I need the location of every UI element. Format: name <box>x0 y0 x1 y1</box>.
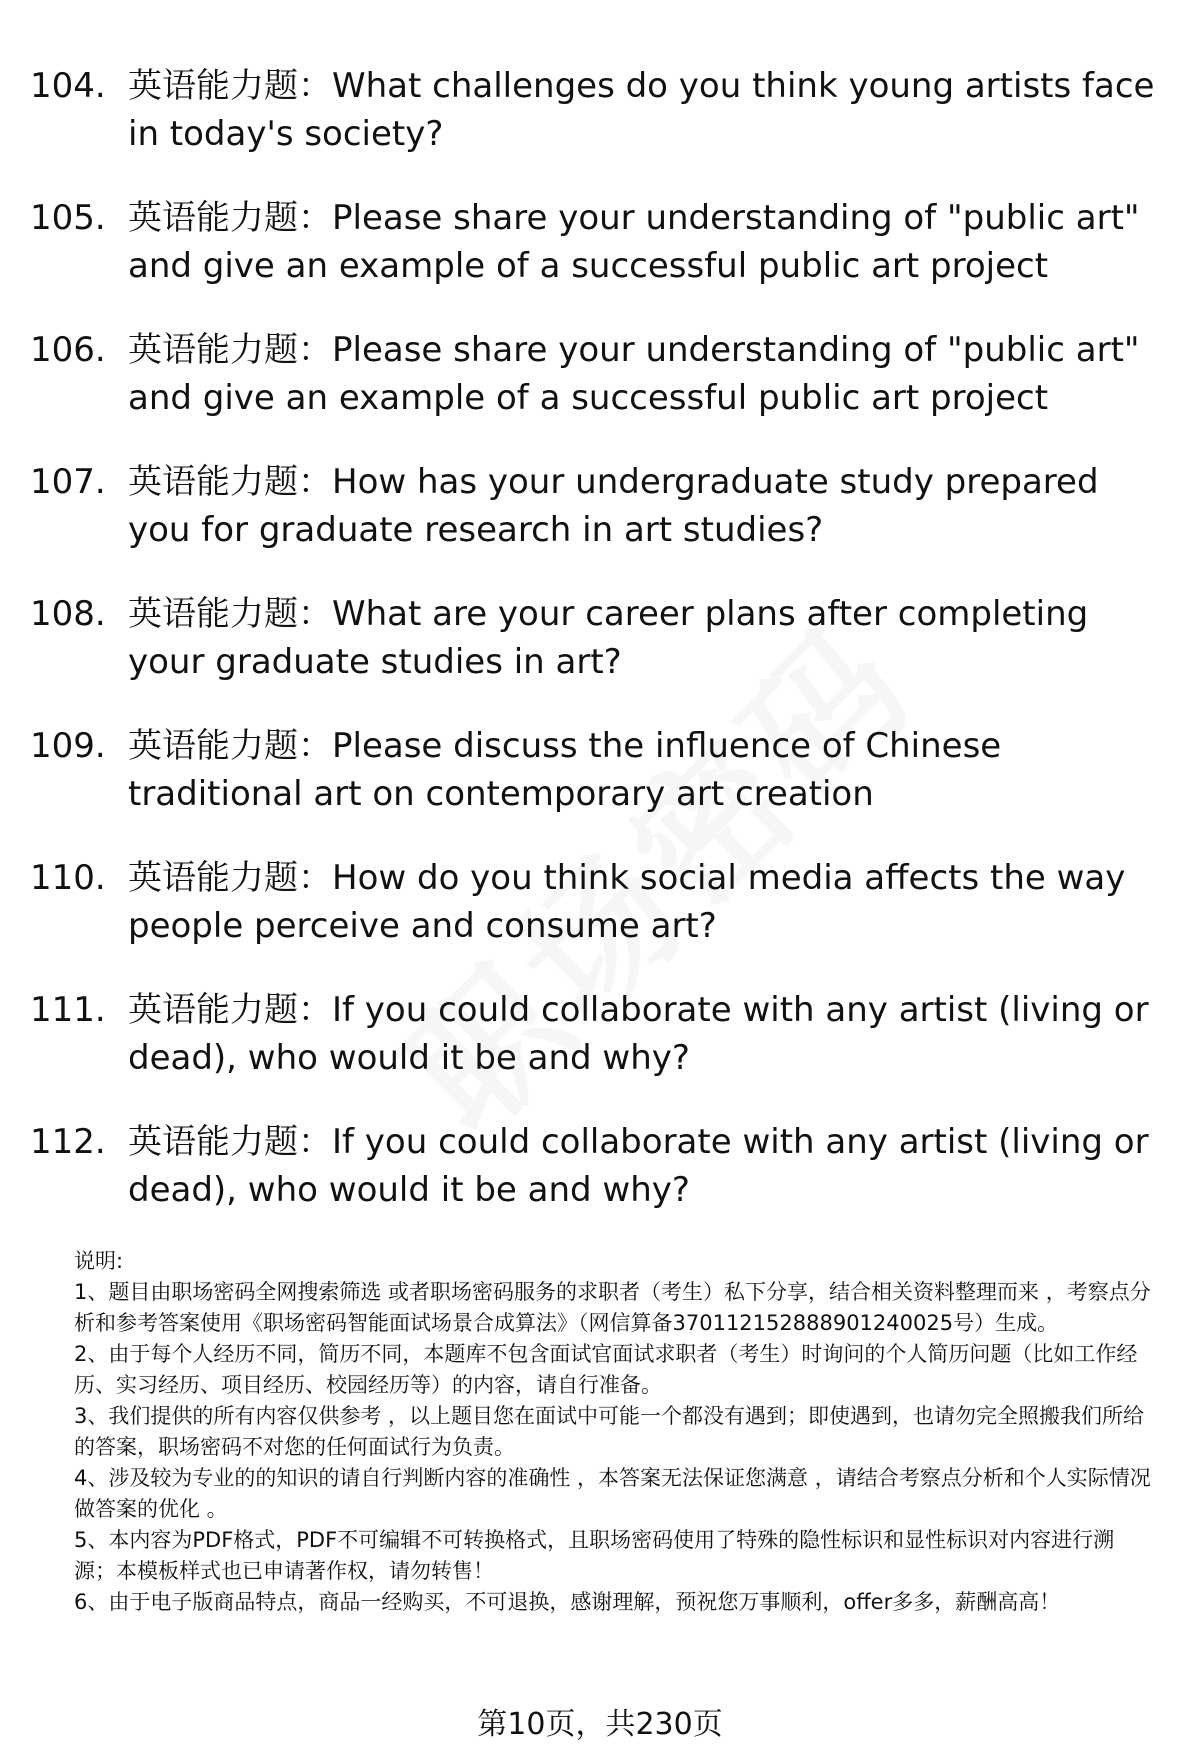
question-text: Please share your understanding of "public art" and give an example of a successful public art project <box>128 198 1140 286</box>
question-label: 英语能力题： <box>128 990 332 1030</box>
question-item <box>30 62 1170 194</box>
question-number: 112. <box>30 1122 106 1162</box>
question-label: 英语能力题： <box>128 594 332 634</box>
question-number: 106. <box>30 330 106 370</box>
notes-section <box>74 1246 1154 1618</box>
note-item: 4、涉及较为专业的的知识的请自行判断内容的准确性 ，本答案无法保证您满意 ，请结合考察点分析和个人实际情况做答案的优化 。 <box>74 1466 1151 1521</box>
question-content <box>128 194 1170 290</box>
question-content <box>128 458 1170 554</box>
note-item: 2、由于每个人经历不同，简历不同，本题库不包含面试官面试求职者（考生）时询问的个人简历问题（比如工作经历、实习经历、项目经历、校园经历等）的内容，请自行准备。 <box>74 1342 1138 1397</box>
question-item <box>30 590 1170 722</box>
question-item <box>30 854 1170 986</box>
question-content <box>128 986 1170 1082</box>
question-text: If you could collaborate with any artist (living or dead), who would it be and why? <box>128 1122 1149 1210</box>
note-item: 1、题目由职场密码全网搜索筛选 或者职场密码服务的求职者（考生）私下分享，结合相关资料整理而来 ，考察点分析和参考答案使用《职场密码智能面试场景合成算法》（网信算备370112152888901240025号）生成。 <box>74 1280 1151 1335</box>
question-item <box>30 722 1170 854</box>
question-number: 110. <box>30 858 106 898</box>
question-item <box>30 194 1170 326</box>
question-number: 105. <box>30 198 106 238</box>
question-text: Please share your understanding of "public art" and give an example of a successful public art project <box>128 330 1140 418</box>
question-label: 英语能力题： <box>128 858 332 898</box>
notes-title: 说明: <box>74 1249 124 1273</box>
question-content <box>128 854 1170 950</box>
question-content <box>128 326 1170 422</box>
question-number: 107. <box>30 462 106 502</box>
page-indicator: 第10页，共230页 <box>477 1707 723 1742</box>
question-text: How has your undergraduate study prepared you for graduate research in art studies? <box>128 462 1099 550</box>
question-text: What are your career plans after completing your graduate studies in art? <box>128 594 1089 682</box>
question-number: 111. <box>30 990 106 1030</box>
question-label: 英语能力题： <box>128 462 332 502</box>
question-text: If you could collaborate with any artist (living or dead), who would it be and why? <box>128 990 1149 1078</box>
note-item: 5、本内容为PDF格式，PDF不可编辑不可转换格式，且职场密码使用了特殊的隐性标识和显性标识对内容进行溯源；本模板样式也已申请著作权，请勿转售！ <box>74 1528 1115 1583</box>
question-number: 104. <box>30 66 106 106</box>
question-list <box>30 62 1170 1250</box>
question-item <box>30 986 1170 1118</box>
question-content <box>128 590 1170 686</box>
question-number: 109. <box>30 726 106 766</box>
question-item <box>30 1118 1170 1250</box>
question-item <box>30 458 1170 590</box>
note-item: 3、我们提供的所有内容仅供参考 ，以上题目您在面试中可能一个都没有遇到；即使遇到，也请勿完全照搬我们所给的答案，职场密码不对您的任何面试行为负责。 <box>74 1404 1145 1459</box>
note-item: 6、由于电子版商品特点，商品一经购买，不可退换，感谢理解，预祝您万事顺利，offer多多，薪酬高高！ <box>74 1590 1061 1614</box>
page-footer <box>0 1705 1200 1745</box>
question-item <box>30 326 1170 458</box>
question-label: 英语能力题： <box>128 198 332 238</box>
question-text: How do you think social media affects the way people perceive and consume art? <box>128 858 1126 946</box>
question-label: 英语能力题： <box>128 330 332 370</box>
question-label: 英语能力题： <box>128 726 332 766</box>
question-label: 英语能力题： <box>128 1122 332 1162</box>
question-content <box>128 62 1170 158</box>
question-text: What challenges do you think young artists face in today's society? <box>128 66 1155 154</box>
question-number: 108. <box>30 594 106 634</box>
question-label: 英语能力题： <box>128 66 332 106</box>
question-text: Please discuss the influence of Chinese traditional art on contemporary art creation <box>128 726 1002 814</box>
question-content <box>128 1118 1170 1214</box>
question-content <box>128 722 1170 818</box>
